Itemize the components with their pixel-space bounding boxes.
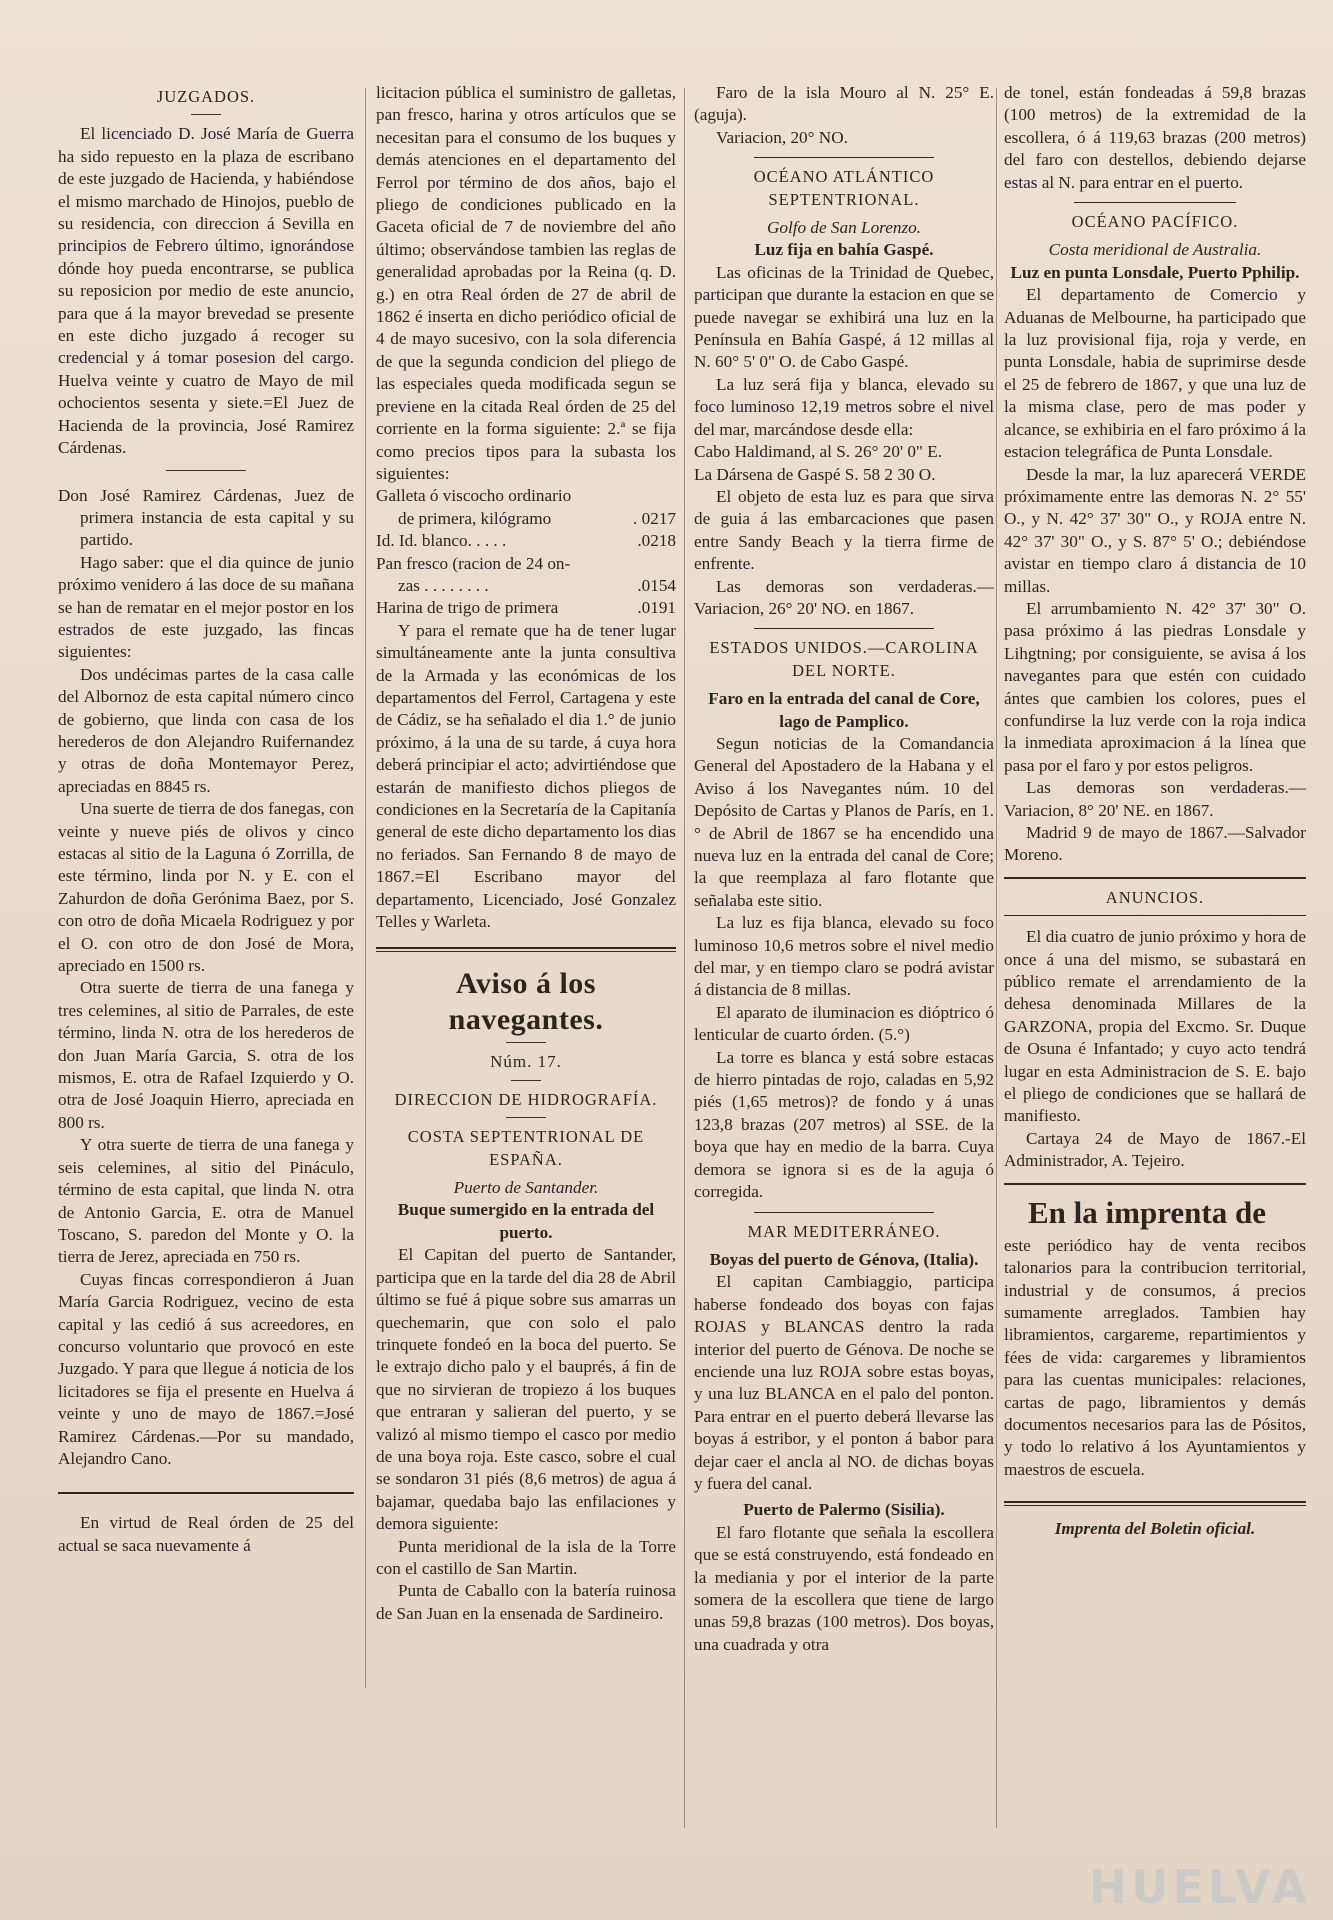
column-divider bbox=[684, 88, 685, 1828]
price-row bbox=[376, 508, 676, 530]
paragraph: de tonel, están fondeadas á 59,8 brazas (100 metros) de la extremidad de la escollera, ó á 119,63 brazas (200 metros) del faro con destellos, debiendo dejarse estas al N. para entrar en el puerto. bbox=[1004, 83, 1306, 192]
price-value: .0154 bbox=[637, 575, 676, 595]
paragraph: Las demoras son verdaderas.—Variacion, 8° 20' NE. en 1867. bbox=[1004, 778, 1306, 820]
anuncios-heading: ANUNCIOS. bbox=[1105, 887, 1205, 907]
paragraph: En virtud de Real órden de 25 del actual se saca nuevamente á bbox=[58, 1513, 354, 1555]
price-line: Galleta ó viscocho ordinario bbox=[376, 486, 572, 506]
price-item: zas . . . . . . . . bbox=[398, 575, 489, 595]
paragraph: Cartaya 24 de Mayo de 1867.-El Administrador, A. Tejeiro. bbox=[1004, 1128, 1306, 1171]
column-3 bbox=[694, 82, 994, 1656]
price-item: de primera, kilógramo bbox=[398, 508, 552, 528]
paragraph: Otra suerte de tierra de una fanega y tres celemines, al sitio de Parrales, de este término, linda N. otra de los herederos de don Juan María Garcia, S. otra de los mismos, E. otra de Rafael Izquierdo y O. otra de José Joaquin Hierro, apreciada en 800 rs. bbox=[58, 978, 354, 1132]
price-item: Harina de trigo de primera bbox=[376, 598, 559, 618]
paragraph: licitacion pública el suministro de galletas, pan fresco, harina y otros artículos que se necesitan para el consumo de los buques y demás atenciones en el departamento del Ferrol por término de dos años, bajo el pliego de condiciones publicado en la Gaceta oficial de 7 de noviembre del año último; observándose tambien las reglas de generalidad aprobadas por la Reina (q. D. g.) en otra Real órden de 27 de abril de 1862 é inserta en dicho periódico oficial de 4 de mayo sucesivo, con la sola diferencia de que la segunda condicion del pliego de las especiales queda modificada segun se previene en la citada Real órden de 25 del corriente en la forma siguiente: 2.ª se fija como precios tipos para la subasta los siguientes: bbox=[376, 83, 676, 483]
section-heading-juzgados: JUZGADOS. bbox=[156, 87, 256, 106]
column-4 bbox=[1004, 82, 1306, 1541]
aviso-navegantes-title: Aviso á los navegantes. bbox=[448, 967, 604, 1037]
price-value: .0218 bbox=[637, 531, 676, 551]
genova-heading: Boyas del puerto de Génova, (Italia). bbox=[709, 1249, 979, 1269]
paragraph: La torre es blanca y está sobre estacas de hierro pintadas de rojo, caladas en 5,92 piés (1,65 metros)? de fondo y á unas 123,8 brazas (207 metros) al SSE. de la boya que hay en medio de la barra. Cuya demora se ignora si es de la aguja ó corregida. bbox=[694, 1047, 994, 1202]
mar-mediterraneo-heading: MAR MEDITERRÁNEO. bbox=[747, 1221, 941, 1241]
section-rule bbox=[58, 1492, 354, 1494]
paragraph: Y otra suerte de tierra de una fanega y seis celemines, al sitio del Pináculo, término de esta capital, que linda N. otra de Antonio Garcia, E. otra de Manuel Toscano, S. paredon del Monte y O. la tierra de Jerez, apreciada en 750 rs. bbox=[58, 1135, 354, 1267]
section-rule bbox=[1004, 1183, 1306, 1185]
short-rule bbox=[191, 114, 221, 115]
imprenta-heading: En la imprenta de bbox=[1028, 1194, 1266, 1230]
paragraph: Dos undécimas partes de la casa calle del Albornoz de esta capital número cinco de gobierno, que linda con casa de los herederos de don Alejandro Ruifernandez y otras de doña Montemayor Perez, apreciadas en 8845 rs. bbox=[58, 664, 354, 796]
oceano-atlantico-heading: OCÉANO ATLÁNTICO SEPTENTRIONAL. bbox=[753, 167, 935, 209]
price-value: . 0217 bbox=[633, 508, 676, 528]
price-value: .0191 bbox=[637, 598, 676, 618]
golfo-subheading: Golfo de San Lorenzo. bbox=[766, 218, 922, 238]
signature: Madrid 9 de mayo de 1867.—Salvador Moreno. bbox=[1004, 823, 1306, 865]
price-row bbox=[376, 575, 676, 597]
paragraph: Hago saber: que el dia quince de junio próximo venidero á las doce de su mañana se han de rematar en el mejor postor en los estrados de este juzgado, las fincas siguientes: bbox=[58, 552, 354, 662]
costa-heading: COSTA SEPTENTRIONAL DE ESPAÑA. bbox=[407, 1127, 645, 1169]
buque-heading: Buque sumergido en la entrada del puerto. bbox=[397, 1200, 655, 1242]
lonsdale-heading: Luz en punta Lonsdale, Puerto Pphilip. bbox=[1010, 262, 1300, 282]
price-row bbox=[376, 597, 676, 619]
column-2 bbox=[376, 82, 676, 1625]
core-heading: Faro en la entrada del canal de Core, lago de Pamplico. bbox=[708, 689, 980, 731]
edicto-intro: Don José Ramirez Cárdenas, Juez de primera instancia de esta capital y su partido. bbox=[58, 485, 354, 550]
paragraph: Cuyas fincas correspondieron á Juan María Garcia Rodriguez, vecino de esta capital y las cedió á sus acreedores, en concurso voluntario que provocó en este Juzgado. Y para que llegue á noticia de los licitadores se fija el presente en Huelva á veinte y uno de mayo de 1867.=José Ramirez Cárdenas.—Por su mandado, Alejandro Cano. bbox=[58, 1269, 354, 1468]
paragraph: Una suerte de tierra de dos fanegas, con veinte y nueve piés de olivos y cinco estacas al sitio de la Laguna ó Zorrilla, de este término, linda por N. y E. con el Zahurdon de doña Gerónima Baez, por S. con otro de doña Micaela Rodriguez y por el O. con otro de don José de Mora, apreciado en 1500 rs. bbox=[58, 799, 354, 976]
luz-gaspe-heading: Luz fija en bahía Gaspé. bbox=[754, 240, 934, 260]
column-divider bbox=[365, 88, 366, 1688]
paragraph: La luz será fija y blanca, elevado su foco luminoso 12,19 metros sobre el nivel del mar, marcándose desde ella: bbox=[694, 374, 994, 439]
short-rule bbox=[1074, 202, 1236, 203]
bearing-line: La Dársena de Gaspé S. 58 2 30 O. bbox=[694, 464, 936, 484]
paragraph: Segun noticias de la Comandancia General del Apostadero de la Habana y el Aviso á los Navegantes núm. 10 del Depósito de Cartas y Planos de París, en 1.° de Abril de 1867 se ha encendido una nueva luz en la entrada del canal de Core; la que reemplaza al faro flotante que señalaba este sitio. bbox=[694, 733, 994, 910]
paragraph: Punta meridional de la isla de la Torre con el castillo de San Martin. bbox=[376, 1536, 676, 1578]
paragraph: El objeto de esta luz es para que sirva de guia á las embarcaciones que pasen entre Sandy Beach y la tierra firme de enfrente. bbox=[694, 486, 994, 574]
column-1 bbox=[58, 82, 354, 1557]
section-rule bbox=[1004, 915, 1306, 916]
paragraph: este periódico hay de venta recibos talonarios para la contribucion territorial, industrial y de consumos, á precios sumamente arreglados. Tambien hay libramientos, cargareme, repartimientos y fées de vida: cargaremes y libramientos para las cuentas municipales: relaciones, cartas de pago, libramientos y demás documentos necesarios para las de Pósitos, y todo lo relativo á los Ayuntamientos y maestros de escuela. bbox=[1004, 1235, 1306, 1479]
short-rule bbox=[506, 1042, 546, 1043]
paragraph: Punta de Caballo con la batería ruinosa de San Juan en la ensenada de Sardineiro. bbox=[376, 1581, 676, 1623]
paragraph: El departamento de Comercio y Aduanas de Melbourne, ha participado que la luz provisional fija, roja y verde, en punta Lonsdale, habia de suprimirse desde el 25 de febrero de 1867, y que una luz de la misma clase, pero de mas poder y alcance, se exhibiria en el faro próximo á la estacion telegráfica de Punta Lonsdale. bbox=[1004, 285, 1306, 462]
double-rule bbox=[1004, 1501, 1306, 1506]
paragraph: El capitan Cambiaggio, participa haberse fondeado dos boyas con fajas ROJAS y BLANCAS dentro la rada interior del puerto de Génova. De noche se enciende una luz ROJA sobre estas boyas, y una luz BLANCA en el palo del ponton. Para entrar en el puerto deberá llevarse las boyas á estribor, y el ponton á babor para dejar caer el ancla al NO. de dichas boyas y fuera del canal. bbox=[694, 1272, 994, 1493]
paragraph: Faro de la isla Mouro al N. 25° E. (aguja). bbox=[694, 83, 994, 125]
bearing-line: Cabo Haldimand, al S. 26° 20' 0" E. bbox=[694, 442, 943, 462]
paragraph: El dia cuatro de junio próximo y hora de once á una del mismo, se subastará en público remate el arrendamiento de la dehesa denominada Millares de la GARZONA, propia del Excmo. Sr. Duque de Osuna é Infantado; y cuyo acto tendrá lugar en esta Administracion de S. E. bajo el pliego de condiciones que se hallará de manifiesto. bbox=[1004, 927, 1306, 1126]
price-item: Id. Id. blanco. . . . . bbox=[376, 531, 507, 551]
footer-imprint: Imprenta del Boletin oficial. bbox=[1054, 1519, 1256, 1539]
paragraph: Las demoras son verdaderas.—Variacion, 26° 20' NO. en 1867. bbox=[694, 576, 994, 618]
price-line: Pan fresco (racion de 24 on- bbox=[376, 553, 571, 573]
aviso-number: Núm. 17. bbox=[490, 1052, 562, 1072]
short-rule bbox=[506, 1117, 546, 1118]
paragraph: El arrumbamiento N. 42° 37' 30" O. pasa próximo á las piedras Lonsdale y Lihgtning; por consiguiente, se avisa á los navegantes para que estén con cuidado ántes que cambien los colores, pues el confundirse la luz verde con la roja indica la inmediata aproximacion á la línea que pasa por el faro y por estos peligros. bbox=[1004, 598, 1306, 775]
price-row bbox=[376, 530, 676, 552]
estados-unidos-heading: ESTADOS UNIDOS.—CAROLINA DEL NORTE. bbox=[709, 638, 979, 680]
paragraph: Las oficinas de la Trinidad de Quebec, participan que durante la estacion en que se puede navegar se exhibirá una luz en la Península en Bahía Gaspé, á 12 millas al N. 60° 5' 0" O. de Cabo Gaspé. bbox=[694, 262, 994, 372]
edicto-reposicion: El licenciado D. José María de Guerra ha sido repuesto en la plaza de escribano de este juzgado de Hacienda, y habiéndose el mismo marchado de Hinojos, pueblo de su residencia, con direccion á Sevilla en principios de Febrero último, ignorándose dónde hoy pueda encontrarse, se publica su reposicion por medio de este anuncio, para que á la mayor brevedad se presente en este dicho juzgado á recoger su credencial y á tomar posesion del cargo. Huelva veinte y cuatro de Mayo de mil ochocientos sesenta y siete.=El Juez de Hacienda de la provincia, José Ramirez Cárdenas. bbox=[58, 124, 354, 458]
column-divider bbox=[996, 88, 997, 1828]
paragraph: La luz es fija blanca, elevado su foco luminoso 10,6 metros sobre el nivel medio del mar, y en tiempo claro se podrá avistar á distancia de 8 millas. bbox=[694, 913, 994, 1000]
paragraph: Y para el remate que ha de tener lugar simultáneamente ante la junta consultiva de la Armada y las económicas de los departamentos del Ferrol, Cartagena y este de Cádiz, se ha señalado el dia 1.° de junio próximo, á la una de su tarde, á cuya hora deberá principiar el acto; advirtiéndose que estarán de manifiesto dichos pliegos de condiciones en la Secretaría de la Capitanía general de este dicho departamento los dias no feriados. San Fernando 8 de mayo de 1867.=El Escribano mayor del departamento, Licenciado, José Gonzalez Telles y Warleta. bbox=[376, 620, 676, 932]
short-rule bbox=[166, 470, 246, 471]
short-rule bbox=[754, 628, 934, 629]
short-rule bbox=[511, 1080, 541, 1081]
paragraph: El aparato de iluminacion es dióptrico ó lenticular de cuarto órden. (5.°) bbox=[694, 1002, 994, 1045]
palermo-heading: Puerto de Palermo (Sisilia). bbox=[743, 1500, 945, 1520]
short-rule bbox=[754, 157, 934, 158]
direccion-heading: DIRECCION DE HIDROGRAFÍA. bbox=[394, 1089, 658, 1109]
paragraph: El faro flotante que señala la escollera que se está construyendo, está fondeado en la mediania y por el interior de la parte somera de la escollera que tiene de largo unas 59,8 brazas (100 metros). Dos boyas, una cuadrada y otra bbox=[694, 1522, 994, 1654]
puerto-subheading: Puerto de Santander. bbox=[453, 1178, 599, 1198]
double-rule bbox=[376, 947, 676, 952]
watermark: HUELVA bbox=[1088, 1860, 1311, 1914]
section-rule bbox=[1004, 877, 1306, 879]
paragraph: Desde la mar, la luz aparecerá VERDE próximamente entre las demoras N. 2° 55' O., y N. 42° 37' 30" O., y ROJA entre N. 42° 37' 30" O., y S. 87° 5' O.; debiéndose avistar en tiempo claro á distancia de 10 millas. bbox=[1004, 464, 1306, 596]
oceano-pacifico-heading: OCÉANO PACÍFICO. bbox=[1071, 212, 1239, 232]
paragraph: El Capitan del puerto de Santander, participa que en la tarde del dia 28 de Abril último se fué á pique sobre sus amarras un quechemarin, que con solo el palo trinquete fondeó en la boca del puerto. Se le extrajo dicho palo y el bauprés, á fin de que no sirvieran de tropiezo á los buques que entraran y salieran del puerto, y se valizó al mismo tiempo el casco por medio de una boya roja. Este casco, sobre el cual se sondaron 31 piés (8,6 metros) de agua á bajamar, quedaba bajo las enfilaciones y demora siguiente: bbox=[376, 1245, 676, 1534]
short-rule bbox=[754, 1212, 934, 1213]
variacion: Variacion, 20° NO. bbox=[716, 127, 848, 147]
costa-australia-subheading: Costa meridional de Australia. bbox=[1048, 240, 1262, 260]
